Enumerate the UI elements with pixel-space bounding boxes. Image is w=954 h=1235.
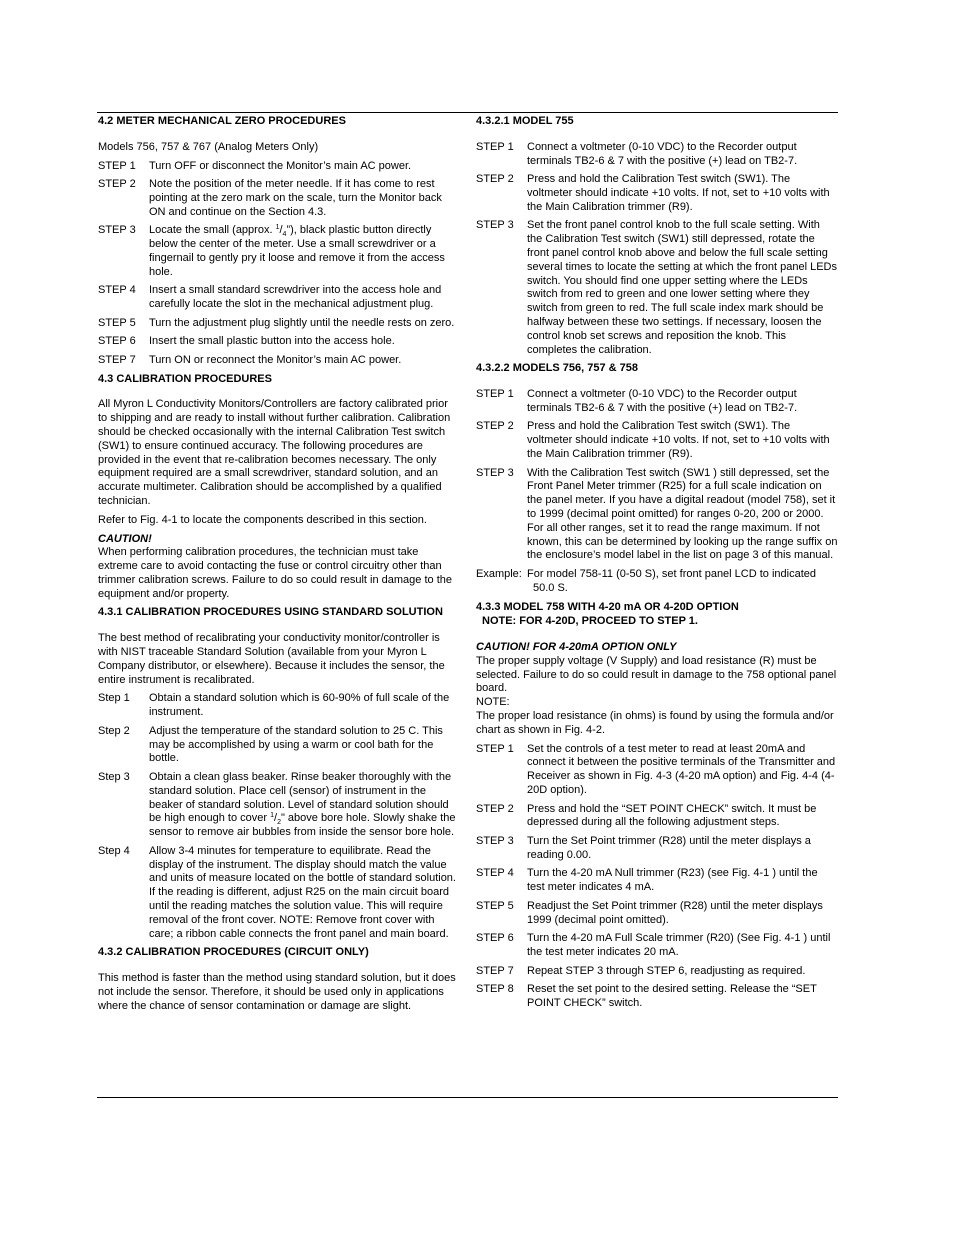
list-item: Step 2 Adjust the temperature of the standard solution to 25 C. This may be accomplished by using a warm or cool bath for the bottle. (98, 724, 443, 765)
section-4-2-title: 4.2 METER MECHANICAL ZERO PROCEDURES (98, 115, 346, 127)
section-4-3-1-paragraph: The best method of recalibrating your conductivity monitor/controller is with NIST traceable Standard Solution (available from your Myron L Company distributor, or elsewhere). Because it includes the sensor, the entire instrument is recalibrated. (98, 632, 445, 686)
list-item: STEP 1 Connect a voltmeter (0-10 VDC) to the Recorder output terminals TB2-6 & 7 with the positive (+) lead on TB2-7. (476, 140, 798, 167)
list-item: STEP 1 Set the controls of a test meter to read at least 20mA and connect it between the positive terminals of the Transmitter and Receiver as shown in Fig. 4-3 (4-20 mA option) and Fig. 4-4 (4-20D option). (476, 742, 836, 797)
list-item: STEP 1 Turn OFF or disconnect the Monitor’s main AC power. (98, 159, 412, 172)
list-item: STEP 5 Readjust the Set Point trimmer (R28) until the meter displays 1999 (decimal point omitted). (476, 899, 823, 926)
list-item: STEP 3 Locate the small (approx. $^1/_4$”), black plastic button directly below the center of the meter. Use a small screwdriver or a fingernail to gently pry it loose and remove it from the access hole. (98, 224, 445, 278)
section-4-3-paragraph: All Myron L Conductivity Monitors/Controllers are factory calibrated prior to shipping and are ready to install without further calibration. Calibration should be checked occasionally with the internal Calibration Test switch (SW1) to ensure continued accuracy. The following procedures are provided in the event that re-calibration becomes necessary. The only equipment required are a small screwdriver, standard solution, and an accurate multimeter. Calibration should be accomplished by a qualified technician. (98, 398, 451, 507)
right-column (476, 115, 838, 1016)
list-item: Step 1 Obtain a standard solution which is 60-90% of full scale of the instrument. (98, 692, 450, 719)
section-4-3-3-paragraph-2: The proper load resistance (in ohms) is found by using the formula and/or chart as shown in Fig. 4-2. (476, 710, 834, 736)
section-4-3-2-paragraph: This method is faster than the method using standard solution, but it does not include the sensor. Therefore, it should be used only in applications where the chance of sensor contamination or damage are slight. (98, 972, 456, 1012)
section-4-3-3-steps (476, 743, 838, 1011)
section-4-3-refer: Refer to Fig. 4-1 to locate the components described in this section. (98, 513, 427, 526)
section-4-3-3-note: NOTE: FOR 4-20D, PROCEED TO STEP 1. (482, 615, 698, 628)
example-text: For model 758-11 (0-50 S), set front panel LCD to indicated (527, 567, 817, 580)
list-item: STEP 4 Turn the 4-20 mA Null trimmer (R23) (see Fig. 4-1 ) until the test meter indicates 4 mA. (476, 867, 818, 894)
section-4-3-2-2-steps (476, 388, 838, 563)
section-4-3-3-paragraph: The proper supply voltage (V Supply) and load resistance (R) must be selected. Failure to do so could result in damage to the 758 optional panel board. (476, 654, 837, 695)
caution-text: When performing calibration procedures, the technician must take extreme care to avoid contacting the fuse or control circuitry other than trimmer calibration screws. Failure to do so could result in damage to the equipment and/or property. (98, 546, 452, 600)
list-item: STEP 7 Repeat STEP 3 through STEP 6, readjusting as required. (476, 964, 806, 977)
top-rule (97, 112, 838, 113)
list-item: STEP 1 Connect a voltmeter (0-10 VDC) to the Recorder output terminals TB2-6 & 7 with the positive (+) lead on TB2-7. (476, 387, 798, 414)
caution-4-20ma: CAUTION! FOR 4-20mA OPTION ONLY (476, 641, 677, 654)
list-item: STEP 2 Press and hold the “SET POINT CHECK” switch. It must be depressed during all the following adjustment steps. (476, 802, 817, 829)
list-item: STEP 3 Turn the Set Point trimmer (R28) until the meter displays a reading 0.00. (476, 835, 811, 861)
section-4-2-intro: Models 756, 757 & 767 (Analog Meters Only) (98, 140, 319, 153)
list-item: Step 4 Allow 3-4 minutes for temperature to equilibrate. Read the display of the instrument. The display should match the value and units of measure located on the bottle of standard solution. If the reading is different, adjust R25 on the main circuit board until the reading matches the solution value. This will require removal of the front cover. NOTE: Remove front cover with care; a ribbon cable connects the front panel and main board. (98, 844, 456, 940)
list-item: STEP 7 Turn ON or reconnect the Monitor’s main AC power. (98, 353, 402, 366)
example-value: 50.0 S. (533, 581, 568, 594)
example-line: Example: For model 758-11 (0-50 S), set front panel LCD to indicated 50.0 S. (476, 567, 817, 594)
list-item: STEP 3 Set the front panel control knob to the full scale setting. With the Calibration Test switch (SW1) still depressed, rotate the front panel control knob above and below the full scale setting several times to locate the setting at which the front panel LEDs switch. You should find one upper setting where the LEDs switch from red to green and one lower setting where they switch from green to red. The full scale index mark should be halfway between these two settings. If necessary, loosen the control knob set screws and reposition the knob. This completes the calibration. (476, 219, 837, 356)
list-item: STEP 3 With the Calibration Test switch (SW1 ) still depressed, set the Front Panel Meter trimmer (R25) for a full scale indication on the panel meter. If you have a digital readout (model 758), set it to 1999 (decimal point omitted) for ranges 0-20, 200 or 2000. For all other ranges, set it to read the range maximum. If not known, this can be determined by looking up the range suffix on the enclosure’s model label in the list on page 3 of this manual. (476, 466, 838, 562)
section-4-3-2-2-title: 4.3.2.2 MODELS 756, 757 & 758 (476, 362, 639, 375)
section-4-3-3-title: 4.3.3 MODEL 758 WITH 4-20 mA OR 4-20D OPTION (476, 601, 739, 614)
section-4-3-2-1-title: 4.3.2.1 MODEL 755 (476, 115, 574, 127)
section-4-3-title: 4.3 CALIBRATION PROCEDURES (98, 372, 272, 385)
left-column (98, 115, 460, 1013)
note-label: NOTE: (476, 696, 510, 709)
list-item: STEP 6 Turn the 4-20 mA Full Scale trimmer (R20) (See Fig. 4-1 ) until the test meter indicates 20 mA. (476, 932, 831, 958)
section-4-3-2-title: 4.3.2 CALIBRATION PROCEDURES (CIRCUIT ONLY) (98, 946, 369, 959)
section-4-3-2-1-steps (476, 141, 838, 358)
list-item: STEP 2 Press and hold the Calibration Test switch (SW1). The voltmeter should indicate +10 volts. If not, set to +10 volts with the Main Calibration trimmer (R9). (476, 420, 830, 460)
bottom-rule (97, 1097, 838, 1098)
list-item: STEP 8 Reset the set point to the desired setting. Release the “SET POINT CHECK” switch. (476, 983, 817, 1009)
list-item: STEP 5 Turn the adjustment plug slightly until the needle rests on zero. (98, 316, 455, 329)
list-item: STEP 4 Insert a small standard screwdriver into the access hole and carefully locate the slot in the mechanical adjustment plug. (98, 284, 442, 311)
section-4-3-1-title: 4.3.1 CALIBRATION PROCEDURES USING STANDARD SOLUTION (98, 606, 443, 619)
caution-label: CAUTION! (98, 532, 152, 545)
list-item: Step 3 Obtain a clean glass beaker. Rinse beaker thoroughly with the standard solution. Place cell (sensor) of instrument in the beaker of standard solution. Level of standard solution should be high enough to cover $^1/_2$" above bore hole. Slowly shake the sensor to remove air bubbles from inside the sensor bore hole. (98, 771, 456, 839)
list-item: STEP 2 Press and hold the Calibration Test switch (SW1). The voltmeter should indicate +10 volts. If not, set to +10 volts with the Main Calibration trimmer (R9). (476, 173, 830, 213)
list-item: STEP 2 Note the position of the meter needle. If it has come to rest pointing at the zero mark on the scale, turn the Monitor back ON and continue on the Section 4.3. (98, 178, 442, 218)
list-item: STEP 6 Insert the small plastic button into the access hole. (98, 335, 395, 348)
section-4-3-1-steps (98, 692, 460, 941)
section-4-2-steps (98, 160, 460, 368)
